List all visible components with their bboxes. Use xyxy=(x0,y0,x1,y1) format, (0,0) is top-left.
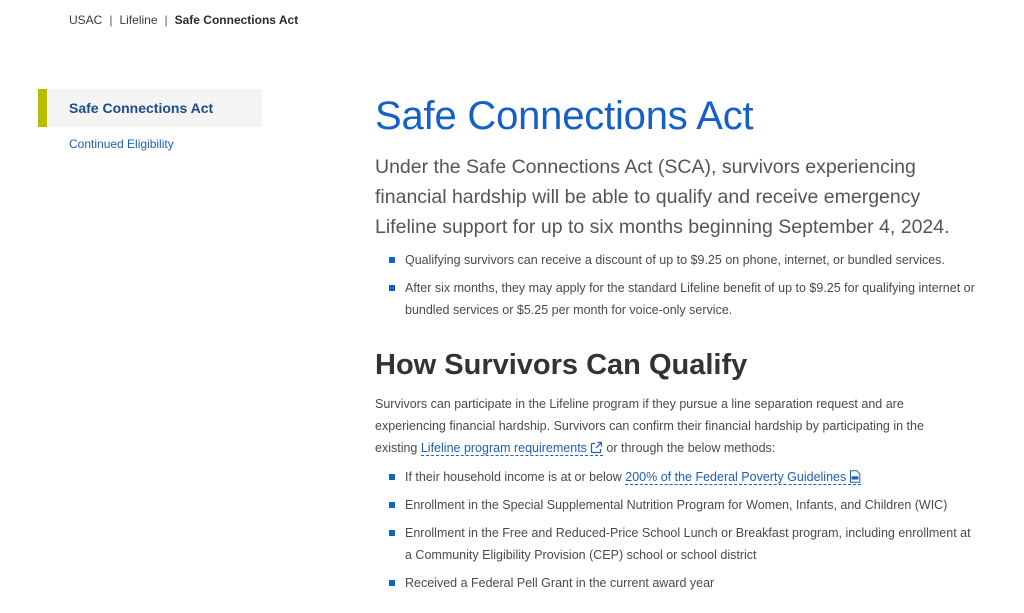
poverty-guidelines-link[interactable] xyxy=(625,470,861,485)
square-bullet-icon xyxy=(389,257,395,263)
list-item-text: Enrollment in the Free and Reduced-Price School Lunch or Breakfast program, including enrollment at a Community Eligibility Provision (CEP) school or school district xyxy=(405,526,971,562)
qualify-paragraph xyxy=(375,393,965,459)
list-item xyxy=(405,572,975,594)
list-item xyxy=(405,494,975,516)
external-link-icon xyxy=(590,441,603,454)
page-title: Safe Connections Act xyxy=(375,94,754,138)
list-item-text: Enrollment in the Special Supplemental Nutrition Program for Women, Infants, and Children (WIC) xyxy=(405,498,948,512)
breadcrumb xyxy=(69,13,298,27)
sidebar-nav xyxy=(38,89,262,151)
square-bullet-icon xyxy=(389,474,395,480)
section-heading: How Survivors Can Qualify xyxy=(375,349,748,381)
square-bullet-icon xyxy=(389,580,395,586)
sidebar-item-continued-eligibility[interactable]: Continued Eligibility xyxy=(69,137,174,151)
square-bullet-icon xyxy=(389,285,395,291)
breadcrumb-current: Safe Connections Act xyxy=(174,13,299,27)
list-item xyxy=(405,466,975,488)
breadcrumb-lifeline[interactable]: Lifeline xyxy=(119,13,158,27)
breadcrumb-separator: | xyxy=(164,13,168,27)
square-bullet-icon xyxy=(389,502,395,508)
paragraph-text: Survivors can participate in the Lifeline program if they pursue a line separation request and are experiencing financial hardship. Survivors can confirm their financial hardship by participating in the existing xyxy=(375,397,924,455)
list-item-text: If their household income is at or below xyxy=(405,470,626,484)
paragraph-text: or through the below methods: xyxy=(602,441,776,455)
intro-paragraph: Under the Safe Connections Act (SCA), survivors experiencing financial hardship will be able to qualify and receive emergency Lifeline support for up to six months beginning September 4, 2024. xyxy=(375,156,950,238)
qualify-methods-list xyxy=(375,466,975,594)
list-item xyxy=(405,249,975,271)
list-item-text: After six months, they may apply for the standard Lifeline benefit of up to $9.25 for qualifying internet or bundled services or $5.25 per month for voice-only service. xyxy=(405,281,975,317)
benefit-list xyxy=(375,249,975,321)
list-item xyxy=(405,522,975,566)
lifeline-requirements-link[interactable] xyxy=(421,441,603,456)
link-text: 200% of the Federal Poverty Guidelines xyxy=(625,470,847,484)
main-content xyxy=(375,90,975,594)
sidebar-item-safe-connections-act[interactable]: Safe Connections Act xyxy=(38,89,262,127)
breadcrumb-usac[interactable]: USAC xyxy=(69,13,103,27)
list-item-text: Qualifying survivors can receive a discount of up to $9.25 on phone, internet, or bundled services. xyxy=(405,253,945,267)
breadcrumb-separator: | xyxy=(109,13,113,27)
pdf-icon xyxy=(849,470,861,483)
link-text: Lifeline program requirements xyxy=(420,441,587,455)
list-item xyxy=(405,277,975,321)
square-bullet-icon xyxy=(389,530,395,536)
list-item-text: Received a Federal Pell Grant in the current award year xyxy=(405,576,715,590)
